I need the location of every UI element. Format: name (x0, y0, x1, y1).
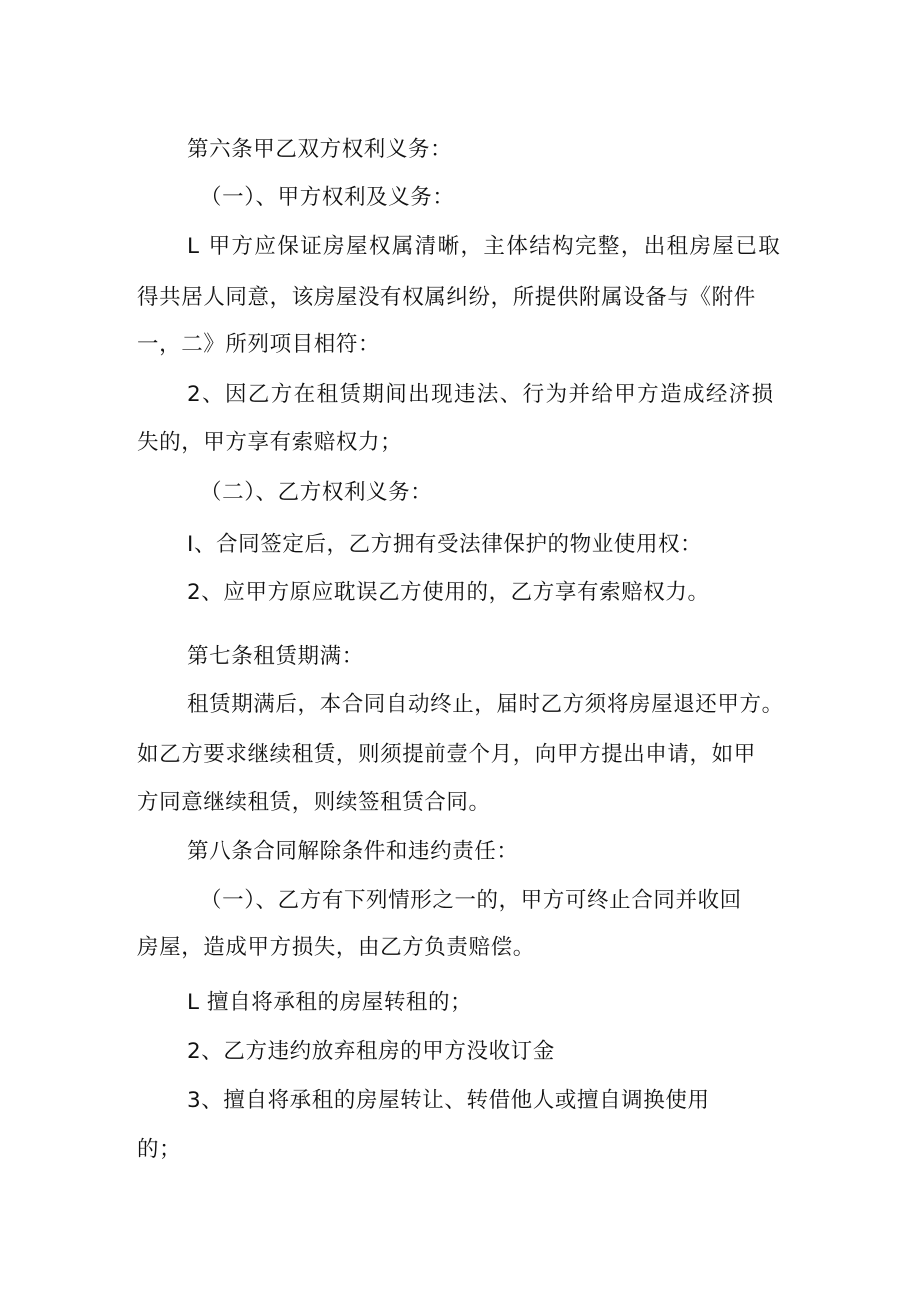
section-2-heading: （二）、乙方权利义务： (200, 480, 433, 505)
paragraph-line: 的； (137, 1137, 182, 1162)
paragraph-line: 租赁期满后，本合同自动终止，届时乙方须将房屋退还甲方。 (187, 692, 784, 717)
section-1-heading: （一）、乙方有下列情形之一的，甲方可终止合同并收回 (200, 888, 742, 913)
paragraph-line: L 甲方应保证房屋权属清晰，主体结构完整，出租房屋已取 (187, 234, 782, 259)
article-7-heading: 第七条租赁期满： (187, 644, 364, 669)
paragraph-line: I、合同签定后，乙方拥有受法律保护的物业使用权： (187, 532, 703, 557)
paragraph-line: 房屋，造成甲方损失，由乙方负责赔偿。 (137, 935, 535, 960)
paragraph-line: 3、擅自将承租的房屋转让、转借他人或擅自调换使用 (187, 1088, 710, 1113)
paragraph-line: 失的，甲方享有索赔权力； (137, 430, 403, 455)
paragraph-line: 2、应甲方原应耽误乙方使用的，乙方享有索赔权力。 (187, 580, 710, 605)
paragraph-line: 方同意继续租赁，则续签租赁合同。 (137, 790, 491, 815)
article-8-heading: 第八条合同解除条件和违约责任： (187, 839, 519, 864)
paragraph-line: L 擅自将承租的房屋转租的； (187, 990, 473, 1015)
article-6-heading: 第六条甲乙双方权利义务： (187, 137, 453, 162)
paragraph-line: 如乙方要求继续租赁，则须提前壹个月，向甲方提出申请，如甲 (137, 742, 756, 767)
paragraph-line: 2、乙方违约放弃租房的甲方没收订金 (187, 1039, 555, 1064)
paragraph-line: 得共居人同意，该房屋没有权属纠纷，所提供附属设备与《附件 (137, 285, 756, 310)
paragraph-line: 一，二》所列项目相符： (137, 332, 381, 357)
paragraph-line: 2、因乙方在租赁期间出现违法、行为并给甲方造成经济损 (187, 382, 775, 407)
section-1-heading: （一）、甲方权利及义务： (200, 185, 455, 210)
